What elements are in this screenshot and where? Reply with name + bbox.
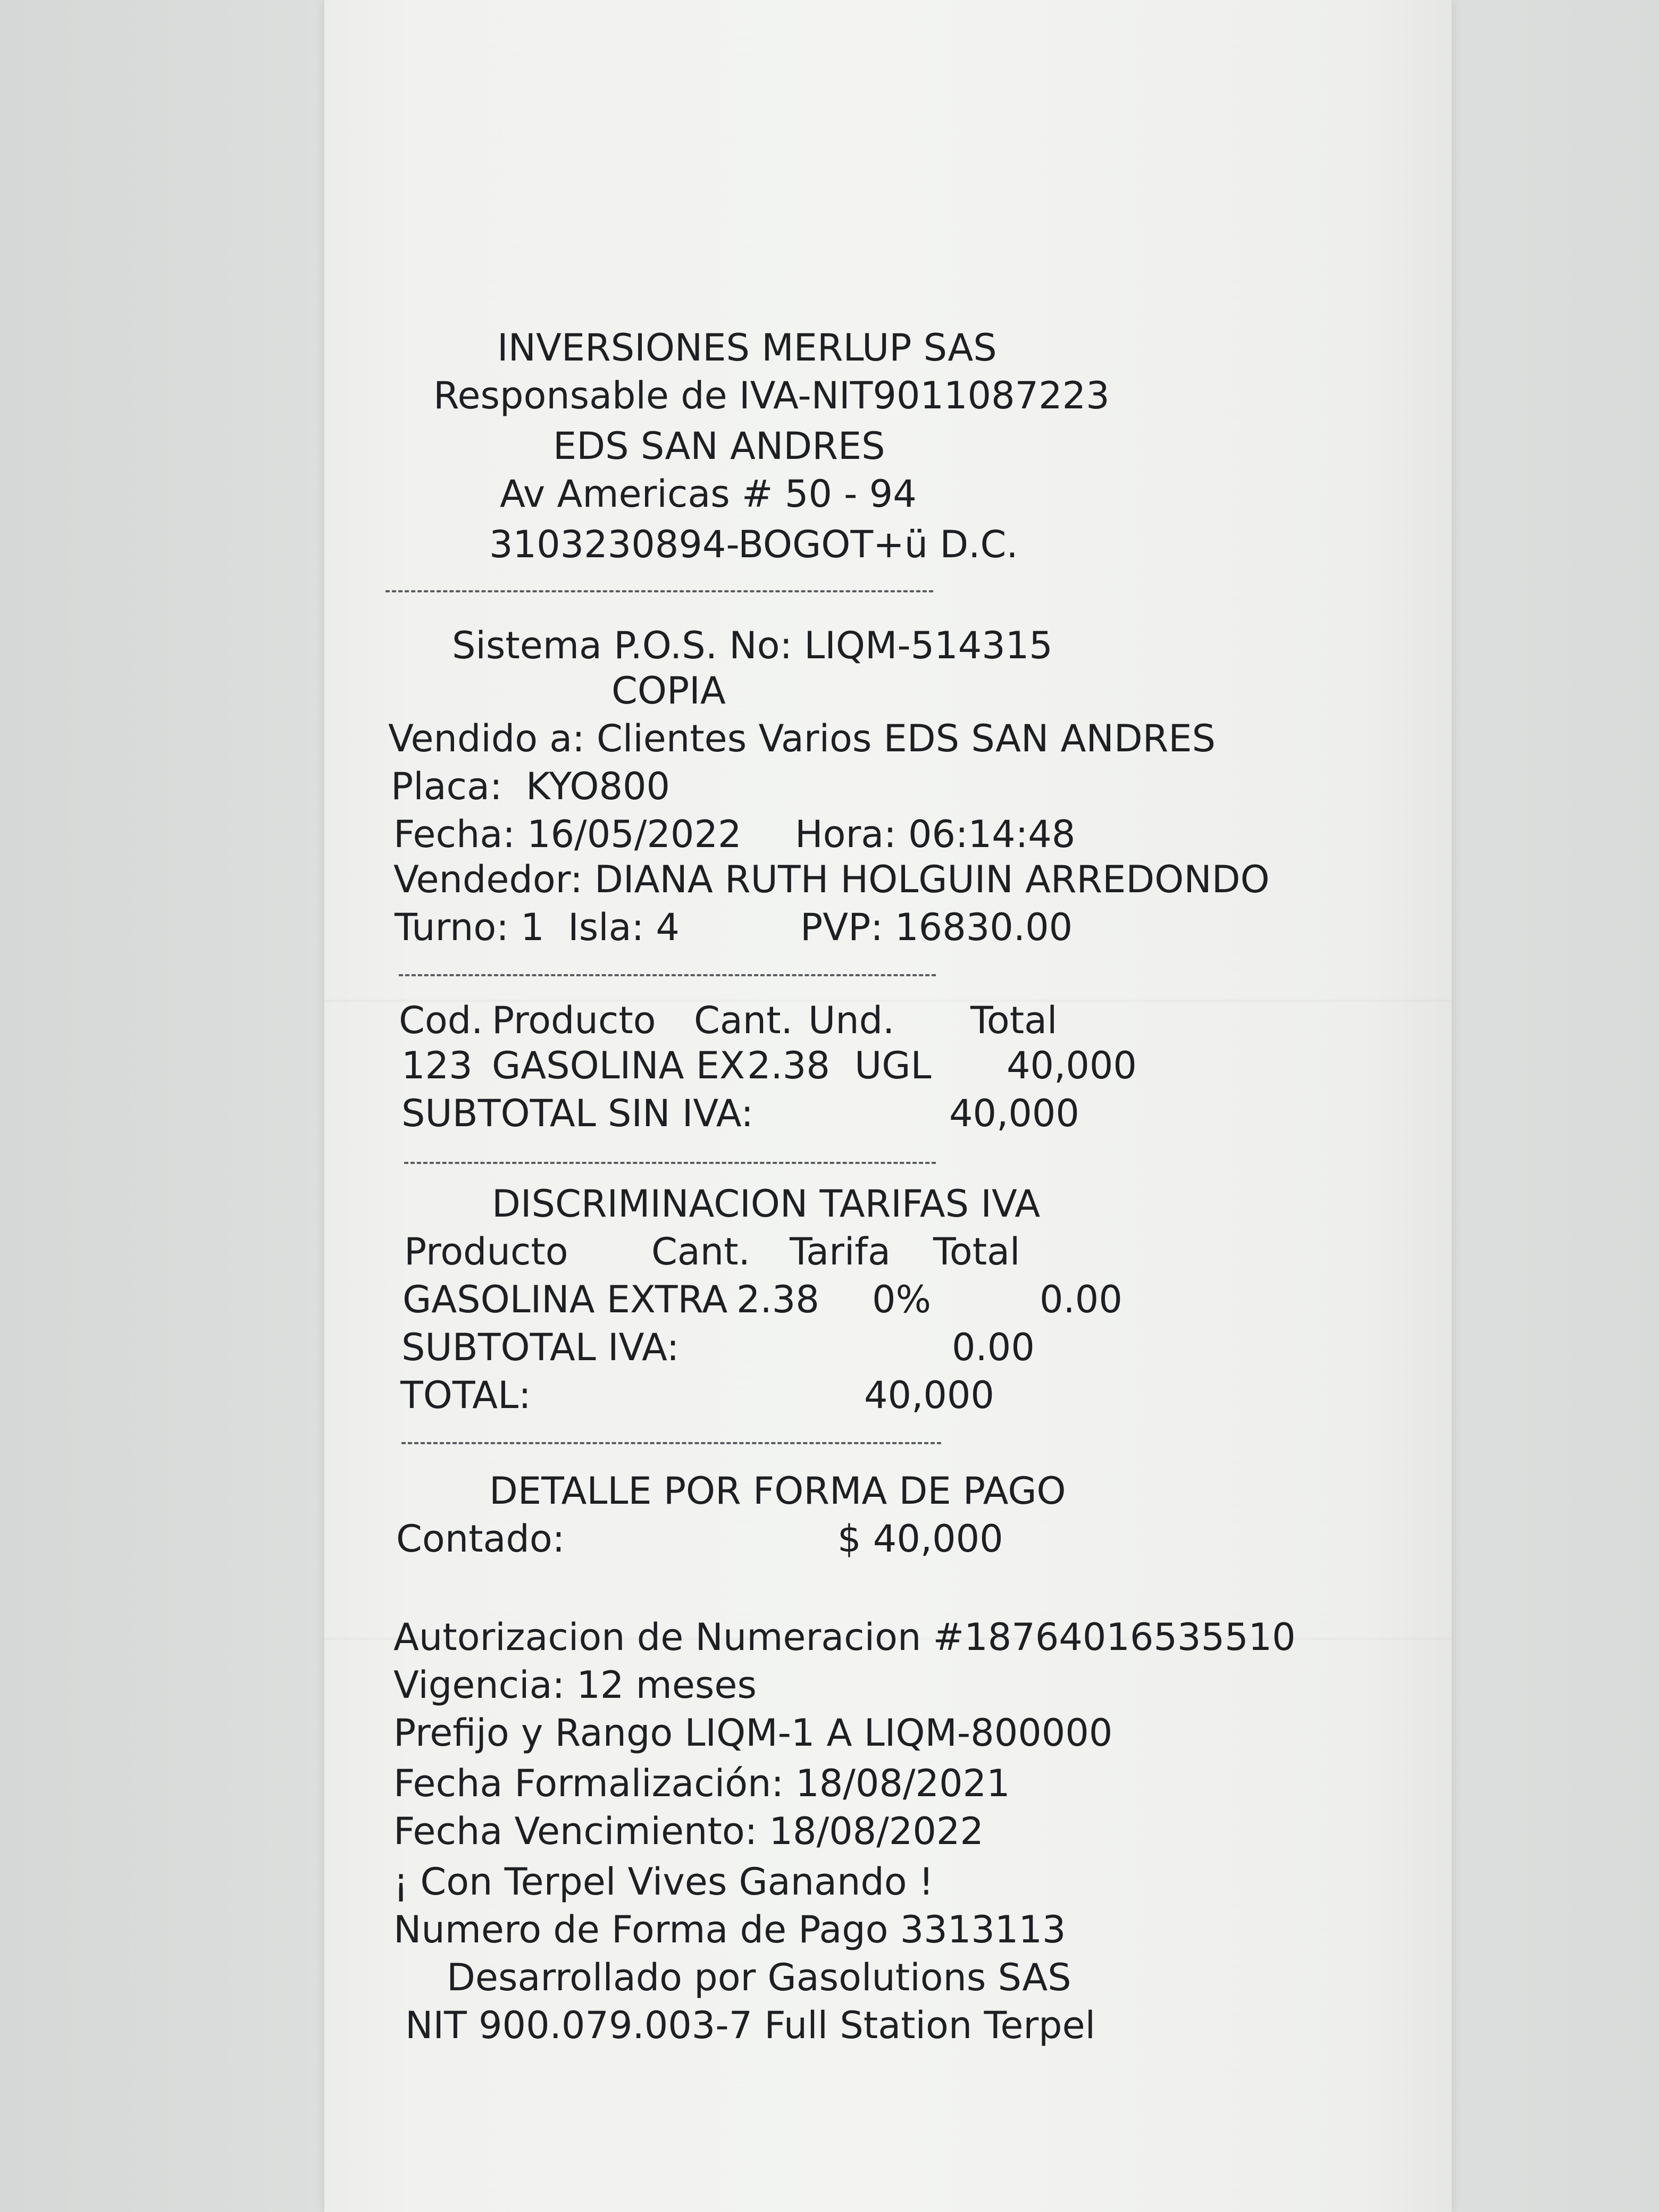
phone-city: 3103230894-BOGOT+ü D.C. [489, 523, 1018, 566]
validity: Vigencia: 12 meses [393, 1663, 757, 1707]
separator [404, 1162, 936, 1164]
sale-time: Hora: 06:14:48 [795, 812, 1076, 856]
station-name: EDS SAN ANDRES [553, 424, 885, 468]
product-total: 40,000 [1007, 1044, 1137, 1087]
payment-method-value: $ 40,000 [837, 1517, 1003, 1561]
payment-method-label: Contado: [396, 1517, 565, 1561]
copy-label: COPIA [611, 669, 726, 713]
subtotal-value: 40,000 [949, 1092, 1079, 1135]
header-product: Producto [492, 999, 656, 1042]
header-qty: Cant. [694, 999, 793, 1042]
iva-header-total: Total [933, 1230, 1020, 1273]
subtotal-label: SUBTOTAL SIN IVA: [401, 1092, 753, 1135]
slogan: ¡ Con Terpel Vives Ganando ! [393, 1860, 934, 1904]
expiry-date: Fecha Vencimiento: 18/08/2022 [393, 1809, 984, 1853]
separator [401, 1442, 941, 1444]
prefix-range: Prefijo y Rango LIQM-1 A LIQM-800000 [393, 1711, 1113, 1755]
iva-qty: 2.38 [736, 1278, 819, 1321]
total-value: 40,000 [864, 1373, 994, 1417]
separator [386, 590, 933, 592]
header-unit: Und. [808, 999, 895, 1042]
iva-subtotal-label: SUBTOTAL IVA: [401, 1326, 680, 1369]
iva-header-rate: Tarifa [790, 1230, 891, 1273]
iva-subtotal-value: 0.00 [952, 1326, 1035, 1369]
seller: Vendedor: DIANA RUTH HOLGUIN ARREDONDO [393, 858, 1270, 901]
developer: Desarrollado por Gasolutions SAS [447, 1956, 1071, 1999]
payment-title: DETALLE POR FORMA DE PAGO [489, 1469, 1066, 1513]
company-name: INVERSIONES MERLUP SAS [497, 326, 997, 370]
product-qty: 2.38 [747, 1044, 830, 1087]
product-name: GASOLINA EX [492, 1044, 745, 1087]
sale-date: Fecha: 16/05/2022 [393, 812, 742, 856]
iva-total: 0.00 [1040, 1278, 1122, 1321]
total-label: TOTAL: [400, 1373, 531, 1417]
product-code: 123 [401, 1044, 473, 1087]
payment-number: Numero de Forma de Pago 3313113 [393, 1908, 1066, 1951]
product-unit: UGL [854, 1044, 932, 1087]
sold-to: Vendido a: Clientes Varios EDS SAN ANDRES [388, 717, 1216, 760]
iva-header-product: Producto [404, 1230, 568, 1273]
iva-title: DISCRIMINACION TARIFAS IVA [492, 1182, 1041, 1226]
header-code: Cod. [399, 999, 483, 1042]
formalization-date: Fecha Formalización: 18/08/2021 [393, 1762, 1010, 1805]
iva-header-qty: Cant. [651, 1230, 750, 1273]
tax-status: Responsable de IVA-NIT9011087223 [433, 374, 1110, 417]
vehicle-plate: Placa: KYO800 [391, 765, 671, 808]
iva-product: GASOLINA EXTRA [403, 1278, 728, 1321]
header-total: Total [970, 999, 1058, 1042]
iva-rate: 0% [872, 1278, 932, 1321]
shift-island: Turno: 1 Isla: 4 [395, 906, 680, 949]
station-address: Av Americas # 50 - 94 [500, 472, 917, 516]
numbering-authorization: Autorizacion de Numeracion #18764016535510 [393, 1615, 1296, 1659]
developer-nit: NIT 900.079.003-7 Full Station Terpel [405, 2004, 1096, 2047]
pos-number: Sistema P.O.S. No: LIQM-514315 [452, 624, 1053, 667]
separator [399, 974, 936, 976]
unit-price: PVP: 16830.00 [800, 906, 1073, 949]
